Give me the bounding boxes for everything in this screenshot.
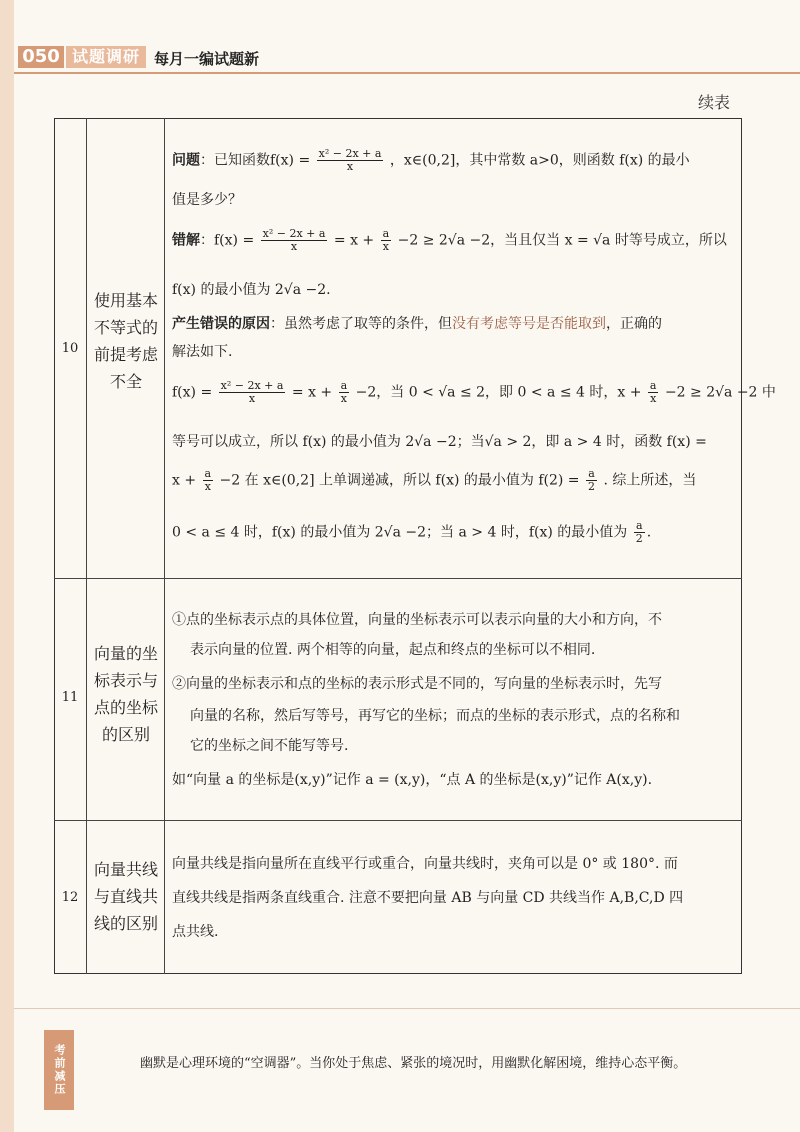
row11-line-1: ①点的坐标表示点的具体位置，向量的坐标表示可以表示向量的大小和方向，不 xyxy=(172,612,662,628)
table-column-divider xyxy=(86,118,87,974)
row12-line-2: 直线共线是指两条直线重合. 注意不要把向量 AB 与向量 CD 共线当作 A,B,C,D 四 xyxy=(172,890,684,906)
solution-line-3: x + $\frac{a}{x}$ −2 在 x∈(0,2] 上单调递减，所以 f(x) 的最小值为 f(2) = $\frac{a}{2}$ . 综上所述，当 xyxy=(172,467,697,493)
problem-line-2: 值是多少？ xyxy=(172,192,242,208)
error-reason-line-1: 产生错误的原因：虽然考虑了取等的条件，但没有考虑等号是否能取到，正确的 xyxy=(172,316,662,332)
row12-line-3: 点共线. xyxy=(172,924,219,940)
row11-line-2: 表示向量的位置. 两个相等的向量，起点和终点的坐标可以不相同. xyxy=(190,642,596,658)
section-badge: 试题调研 xyxy=(66,46,146,68)
row-number: 11 xyxy=(61,690,79,705)
page-side-strip xyxy=(0,0,14,1132)
wrong-solution-line-2: f(x) 的最小值为 2√a −2. xyxy=(172,282,331,298)
magazine-title: 每月一编试题新 xyxy=(154,50,260,68)
fraction: $\frac{\text{x² − 2x + a}}{x}$ xyxy=(318,147,382,173)
solution-line-1: f(x) = $\frac{\text{x² − 2x + a}}{x}$ = x + $\frac{a}{x}$ −2，当 0 < √a ≤ 2，即 0 < a ≤ 4 时，x + $\frac{a}{x}$ −2 ≥ 2√a −2 中 xyxy=(172,379,776,405)
table-column-divider xyxy=(164,118,165,974)
problem-line-1: 问题：已知函数f(x) = $\frac{\text{x² − 2x + a}}{x}$ ，x∈(0,2]，其中常数 a>0，则函数 f(x) 的最小 xyxy=(172,147,690,173)
row-topic: 向量的坐 标表示与 点的坐标 的区别 xyxy=(93,644,158,744)
row11-line-4: 向量的名称，然后写等号，再写它的坐标；而点的坐标的表示形式，点的名称和 xyxy=(190,708,680,724)
page-header xyxy=(14,42,800,70)
wrong-solution-line-1: 错解：f(x) = $\frac{\text{x² − 2x + a}}{x}$ = x + $\frac{a}{x}$ −2 ≥ 2√a −2，当且仅当 x = √a 时等号成立，所以 xyxy=(172,227,727,253)
footer-tag: 考前减压 xyxy=(44,1030,74,1110)
row-number: 10 xyxy=(61,341,79,356)
row12-line-1: 向量共线是指向量所在直线平行或重合，向量共线时，夹角可以是 0° 或 180°. 而 xyxy=(172,856,678,872)
row11-line-3: ②向量的坐标表示和点的坐标的表示形式是不同的，写向量的坐标表示时，先写 xyxy=(172,676,662,692)
fraction: $\frac{a}{2}$ xyxy=(635,519,643,545)
error-reason-line-2: 解法如下. xyxy=(172,344,233,360)
footer-quote: 幽默是心理环境的“空调器”。当你处于焦虑、紧张的境况时，用幽默化解困境，维持心态平衡。 xyxy=(140,1056,687,1071)
solution-line-2: 等号可以成立，所以 f(x) 的最小值为 2√a −2；当√a > 2，即 a > 4 时，函数 f(x) = xyxy=(172,434,707,450)
fraction: $\frac{a}{x}$ xyxy=(649,379,657,405)
fraction: $\frac{a}{x}$ xyxy=(204,467,212,493)
footer-divider xyxy=(14,1008,800,1009)
table-row-divider xyxy=(54,820,742,821)
fraction: $\frac{a}{x}$ xyxy=(382,227,390,253)
row-topic: 使用基本 不等式的 前提考虑 不全 xyxy=(93,291,158,391)
solution-line-4: 0 < a ≤ 4 时，f(x) 的最小值为 2√a −2；当 a > 4 时，f(x) 的最小值为 $\frac{a}{2}$ . xyxy=(172,519,652,545)
fraction: $\frac{\text{x² − 2x + a}}{x}$ xyxy=(262,227,326,253)
row-topic: 向量共线 与直线共 线的区别 xyxy=(93,860,158,933)
header-divider xyxy=(14,72,800,74)
highlighted-text: 没有考虑等号是否能取到 xyxy=(452,316,606,332)
fraction: $\frac{a}{x}$ xyxy=(340,379,348,405)
fraction: $\frac{\text{x² − 2x + a}}{x}$ xyxy=(220,379,284,405)
row11-line-5: 它的坐标之间不能写等号. xyxy=(190,738,349,754)
page-number-badge: 050 xyxy=(18,46,64,68)
continued-label: 续表 xyxy=(697,93,730,112)
table-row-divider xyxy=(54,578,742,579)
row-number: 12 xyxy=(61,890,79,905)
row11-line-6: 如“向量 a 的坐标是(x,y)”记作 a = (x,y)，“点 A 的坐标是(x,y)”记作 A(x,y). xyxy=(172,772,653,788)
fraction: $\frac{a}{2}$ xyxy=(587,467,595,493)
